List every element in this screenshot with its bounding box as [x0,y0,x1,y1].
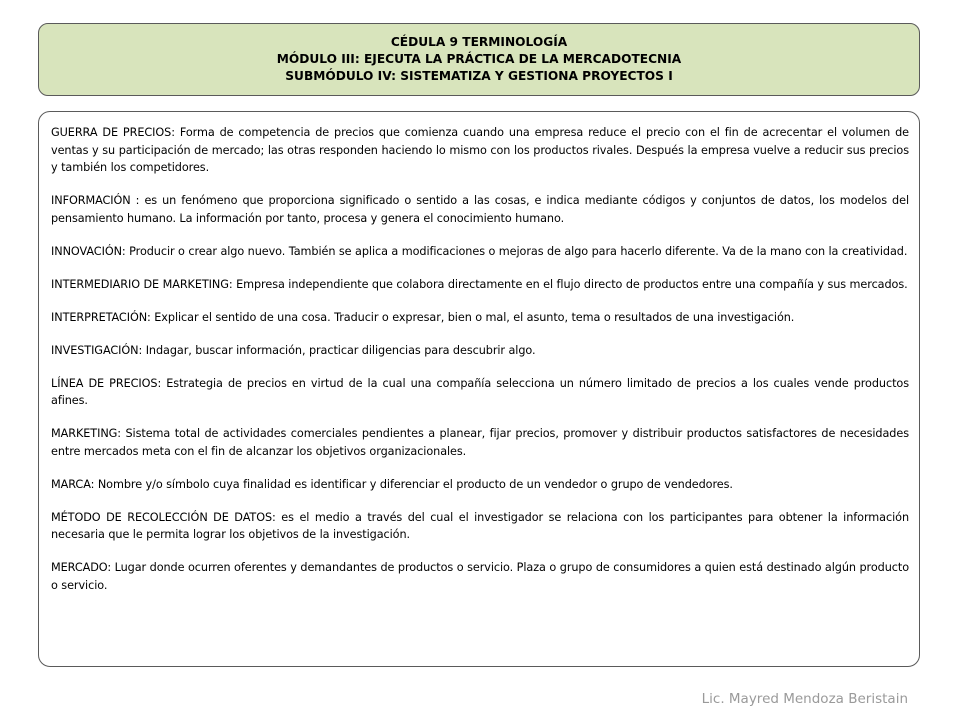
glossary-definition: Sistema total de actividades comerciales pendientes a planear, fijar precios, promover y distribuir productos satisfactores de necesidades entre mercados meta con el fin de alcanzar los objetivos organizacionales. [51,427,909,458]
glossary-definition: Nombre y/o símbolo cuya finalidad es identificar y diferenciar el producto de un vendedor o grupo de vendedores. [94,477,733,491]
glossary-term: INFORMACIÓN : [51,194,140,207]
glossary-entry [51,243,909,261]
glossary-term: MARCA: [51,477,95,491]
glossary-definition: Lugar donde ocurren oferentes y demandantes de productos o servicio. Plaza o grupo de consumidores a quien está destinado algún producto o servicio. [51,561,909,592]
glossary-entry [51,476,909,494]
glossary-definition: Forma de competencia de precios que comienza cuando una empresa reduce el precio con el fin de acrecentar el volumen de ventas y su participación de mercado; las otras responden haciendo lo mismo con los productos rivales. Después la empresa vuelve a reducir sus precios y también los competidores. [51,126,909,174]
glossary-term: MARKETING: [51,427,122,440]
glossary-term: INNOVACIÓN: [51,244,126,258]
glossary-definition: Explicar el sentido de una cosa. Traducir o expresar, bien o mal, el asunto, tema o resultados de una investigación. [150,310,795,324]
glossary-entry [51,124,909,177]
glossary-term: MÉTODO DE RECOLECCIÓN DE DATOS: [51,510,276,524]
glossary-definition: Indagar, buscar información, practicar diligencias para descubrir algo. [142,343,536,357]
glossary-entry [51,309,909,327]
glossary-entry [51,192,909,227]
glossary-term: INTERPRETACIÓN: [51,310,151,324]
glossary-panel [38,111,920,667]
glossary-term: GUERRA DE PRECIOS: [51,126,175,139]
glossary-entry [51,559,909,594]
glossary-definition: Estrategia de precios en virtud de la cual una compañía selecciona un número limitado de precios a los cuales vende productos afines. [51,376,909,407]
glossary-entry [51,375,909,410]
glossary-term: INTERMEDIARIO DE MARKETING: [51,277,233,291]
glossary-definition: es un fenómeno que proporciona significado o sentido a las cosas, e indica mediante códigos y conjuntos de datos, los modelos del pensamiento humano. La información por tanto, procesa y genera el conocimiento humano. [51,194,909,225]
submodule-title: SUBMÓDULO IV: SISTEMATIZA Y GESTIONA PROYECTOS I [285,69,673,83]
glossary-entry [51,425,909,460]
glossary-term: MERCADO: [51,561,112,574]
glossary-definition: es el medio a través del cual el investigador se relaciona con los participantes para obtener la información necesaria que le permita lograr los objetivos de la investigación. [51,510,910,541]
glossary-definition: Empresa independiente que colabora directamente en el flujo directo de productos entre una compañía y sus mercados. [232,277,908,291]
header-banner [38,23,920,96]
module-title: MÓDULO III: EJECUTA LA PRÁCTICA DE LA MERCADOTECNIA [276,52,682,66]
glossary-term: LÍNEA DE PRECIOS: [51,376,162,390]
glossary-entry [51,342,909,360]
author-credit: Lic. Mayred Mendoza Beristain [701,691,908,707]
document-title: CÉDULA 9 TERMINOLOGÍA [390,35,568,49]
glossary-definition: Producir o crear algo nuevo. También se aplica a modificaciones o mejoras de algo para hacerlo diferente. Va de la mano con la creatividad. [125,244,908,258]
glossary-term: INVESTIGACIÓN: [51,343,143,357]
glossary-entry [51,276,909,294]
glossary-entry [51,509,909,544]
